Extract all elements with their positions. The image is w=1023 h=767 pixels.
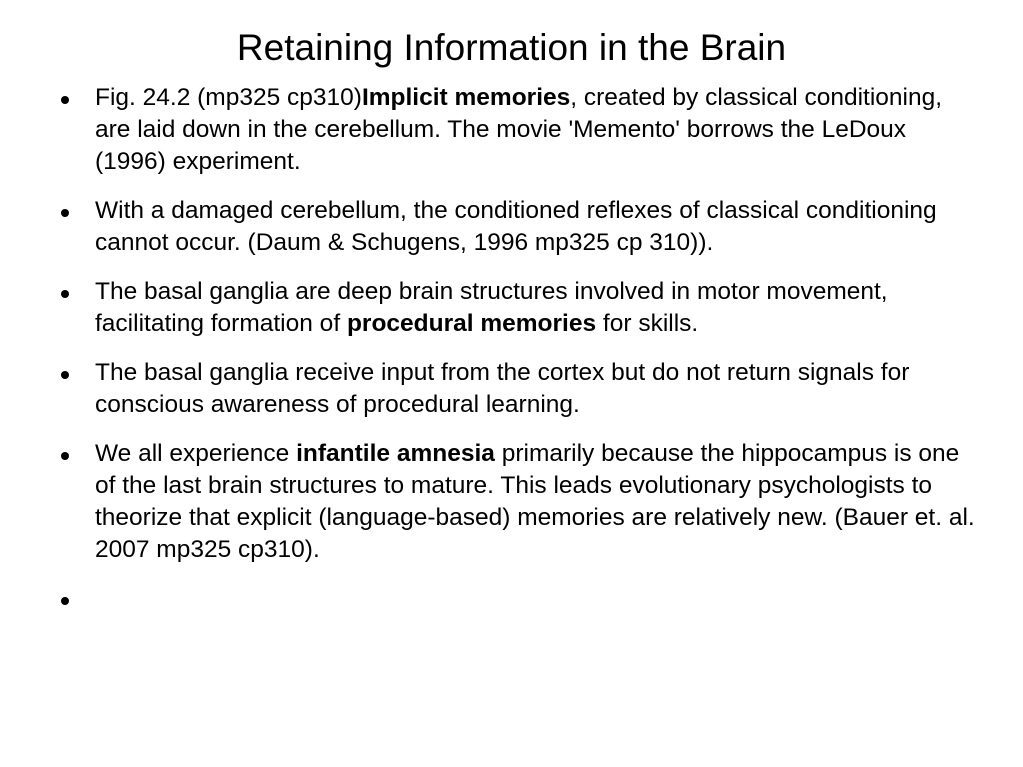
bullet-text: Fig. 24.2 (mp325 cp310) bbox=[95, 84, 362, 111]
bullet-item bbox=[0, 276, 1023, 340]
bullet-dot-icon bbox=[61, 290, 69, 298]
bullet-text: The basal ganglia receive input from the cortex but do not return signals for conscious awareness of procedural learning. bbox=[95, 359, 910, 418]
bullet-dot-icon bbox=[61, 96, 69, 104]
bullet-item bbox=[0, 438, 1023, 566]
bullet-text: The basal ganglia are deep brain structures involved in motor movement, facilitating formation of bbox=[95, 278, 888, 337]
bullet-text: primarily because the hippocampus is one of the last brain structures to mature. This leads evolutionary psychologists to theorize that explicit (language-based) memories are relatively new. (Bauer et. al. 2007 mp325 cp310). bbox=[95, 440, 975, 563]
slide-title: Retaining Information in the Brain bbox=[236, 27, 787, 68]
bullet-list bbox=[0, 82, 1023, 632]
bullet-item bbox=[0, 195, 1023, 259]
bullet-text: With a damaged cerebellum, the conditioned reflexes of classical conditioning cannot occur. (Daum & Schugens, 1996 mp325 cp 310)). bbox=[95, 197, 937, 256]
bullet-text: , created by classical conditioning, are laid down in the cerebellum. The movie 'Memento' borrows the LeDoux (1996) experiment. bbox=[95, 84, 943, 175]
bullet-text: We all experience bbox=[95, 440, 297, 467]
bullet-item-empty bbox=[0, 583, 1023, 615]
bullet-dot-icon bbox=[61, 597, 69, 605]
bullet-dot-icon bbox=[61, 209, 69, 217]
bullet-dot-icon bbox=[61, 452, 69, 460]
bullet-emphasis: procedural memories bbox=[346, 310, 597, 337]
bullet-item bbox=[0, 82, 1023, 178]
bullet-dot-icon bbox=[61, 371, 69, 379]
bullet-emphasis: Implicit memories bbox=[361, 84, 571, 111]
bullet-item bbox=[0, 357, 1023, 421]
bullet-emphasis: infantile amnesia bbox=[296, 440, 495, 467]
bullet-text: for skills. bbox=[596, 310, 699, 337]
